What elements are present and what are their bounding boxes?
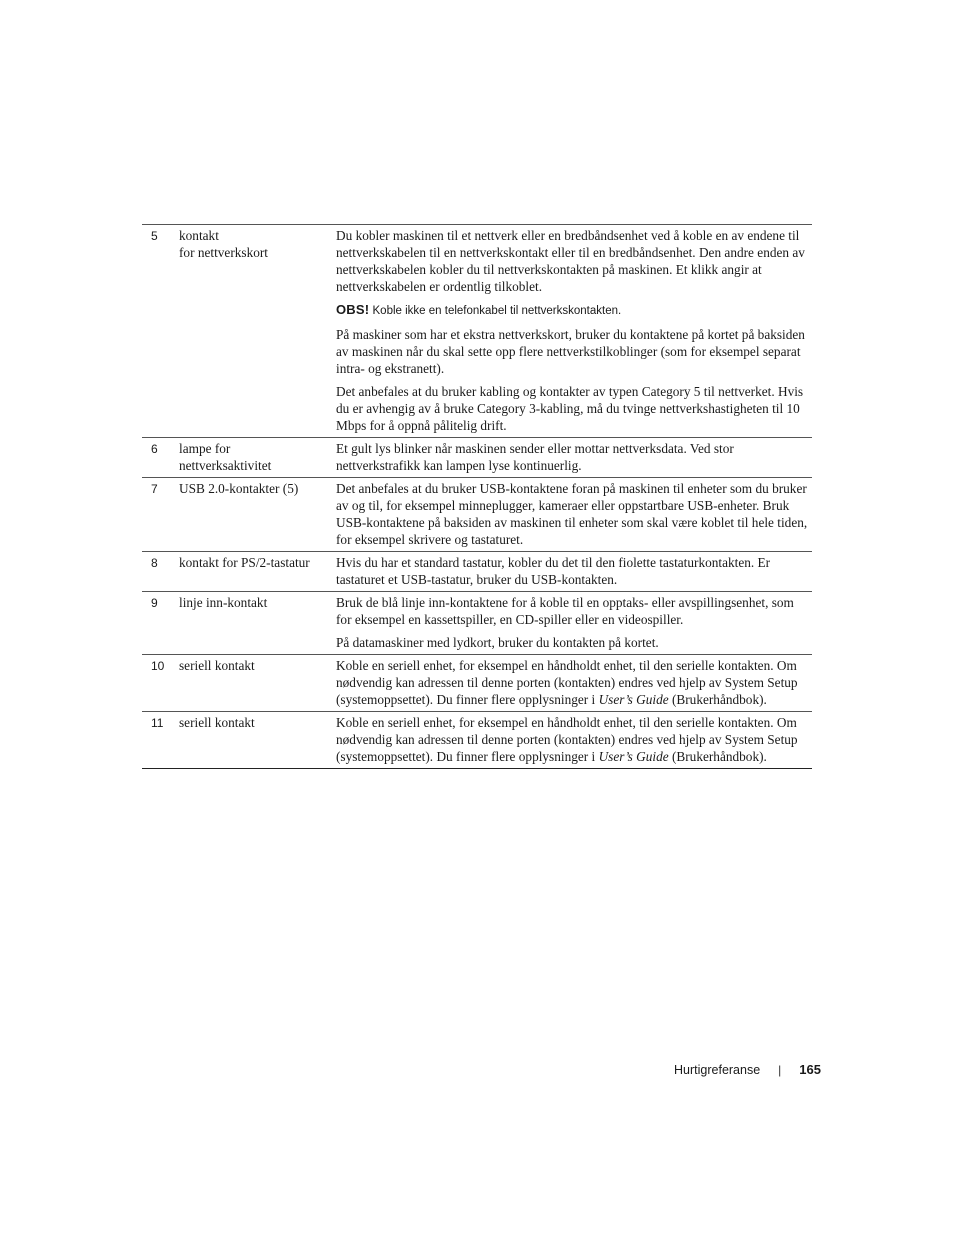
description-text: Koble en seriell enhet, for eksempel en håndholdt enhet, til den serielle kontakten. Om nødvendig kan adressen til denne porten (kontakten) endres ved hjelp av System Setup (systemoppsettet). Du finner flere opplysninger i: [336, 658, 798, 707]
footer-separator: |: [778, 1062, 782, 1077]
row-number: 6: [151, 442, 158, 456]
table-row: [142, 655, 812, 712]
caution-text: Koble ikke en telefonkabel til nettverkskontakten.: [369, 305, 622, 317]
description-paragraph: Det anbefales at du bruker kabling og kontakter av typen Category 5 til nettverket. Hvis du er avhengig av å bruke Category 3-kabling, må du tvinge nettverkshastigheten til 10 Mbps for å oppnå pålitelig drift.: [336, 384, 804, 433]
description-paragraph: [336, 657, 810, 708]
row-label: seriell kontakt: [179, 715, 255, 730]
row-description: [336, 554, 812, 588]
table-row: [142, 478, 812, 552]
row-number: 11: [151, 716, 164, 730]
row-label: kontakt for nettverkskort: [179, 228, 268, 260]
caution-note: [336, 301, 810, 320]
guide-title: User’s Guide: [598, 749, 669, 764]
row-number: 7: [151, 482, 158, 496]
row-description: [336, 657, 812, 708]
table-row: [142, 592, 812, 655]
description-paragraph: Hvis du har et standard tastatur, kobler du det til den fiolette tastaturkontakten. Er tastaturet et USB-tastatur, bruker du USB-kontakten.: [336, 555, 771, 587]
page-footer: [674, 1062, 821, 1077]
table-row: [142, 225, 812, 438]
caution-tag: OBS!: [336, 302, 370, 317]
description-paragraph: [336, 714, 810, 765]
row-number: 5: [151, 229, 158, 243]
row-description: [336, 714, 812, 765]
row-number: 10: [151, 659, 165, 673]
row-number: 9: [151, 596, 158, 610]
section-title: Hurtigreferanse: [674, 1062, 761, 1077]
description-paragraph: Det anbefales at du bruker USB-kontaktene foran på maskinen til enheter som du bruker av og til, for eksempel minneplugger, kameraer eller oppstartbare USB-enheter. Bruk USB-kontaktene på baksiden av maskinen til enheter som skal være koblet til hele tiden, for eksempel skrivere og tastaturet.: [336, 481, 808, 547]
description-text: Koble en seriell enhet, for eksempel en håndholdt enhet, til den serielle kontakten. Om nødvendig kan adressen til denne porten (kontakten) endres ved hjelp av System Setup (systemoppsettet). Du finner flere opplysninger i: [336, 715, 798, 764]
row-description: [336, 594, 812, 651]
table-row: [142, 552, 812, 592]
table-row: [142, 712, 812, 769]
row-label: lampe for nettverksaktivitet: [179, 441, 272, 473]
row-description: [336, 480, 812, 548]
row-label: linje inn-kontakt: [179, 595, 268, 610]
page-number: 165: [799, 1062, 821, 1077]
row-label: seriell kontakt: [179, 658, 255, 673]
guide-title: User’s Guide: [598, 692, 669, 707]
description-text-end: (Brukerhåndbok).: [668, 749, 767, 764]
description-paragraph: Et gult lys blinker når maskinen sender eller mottar nettverksdata. Ved stor nettverkstrafikk kan lampen lyse kontinuerlig.: [336, 441, 734, 473]
row-number: 8: [151, 556, 158, 570]
row-description: [336, 227, 812, 434]
table-row: [142, 438, 812, 478]
description-text-end: (Brukerhåndbok).: [668, 692, 767, 707]
description-paragraph: På maskiner som har et ekstra nettverkskort, bruker du kontaktene på kortet på baksiden av maskinen når du skal sette opp flere nettverkstilkoblinger (som for eksempel separat intra- og ekstranett).: [336, 327, 805, 376]
connector-table: [142, 224, 812, 769]
row-description: [336, 440, 812, 474]
description-paragraph: Du kobler maskinen til et nettverk eller en bredbåndsenhet ved å koble en av endene til nettverkskabelen til en nettverkskontakt eller til en bredbåndsenhet. Den andre enden av nettverkskabelen kobler du til nettverkskontakten på maskinen. Et klikk angir at nettverkskabelen er ordentlig tilkoblet.: [336, 228, 805, 294]
row-label: USB 2.0-kontakter (5): [179, 481, 299, 496]
description-paragraph: På datamaskiner med lydkort, bruker du kontakten på kortet.: [336, 635, 659, 650]
row-label: kontakt for PS/2-tastatur: [179, 555, 310, 570]
description-paragraph: Bruk de blå linje inn-kontaktene for å koble til en opptaks- eller avspillingsenhet, som for eksempel en kassettspiller, en CD-spiller eller en videospiller.: [336, 595, 794, 627]
